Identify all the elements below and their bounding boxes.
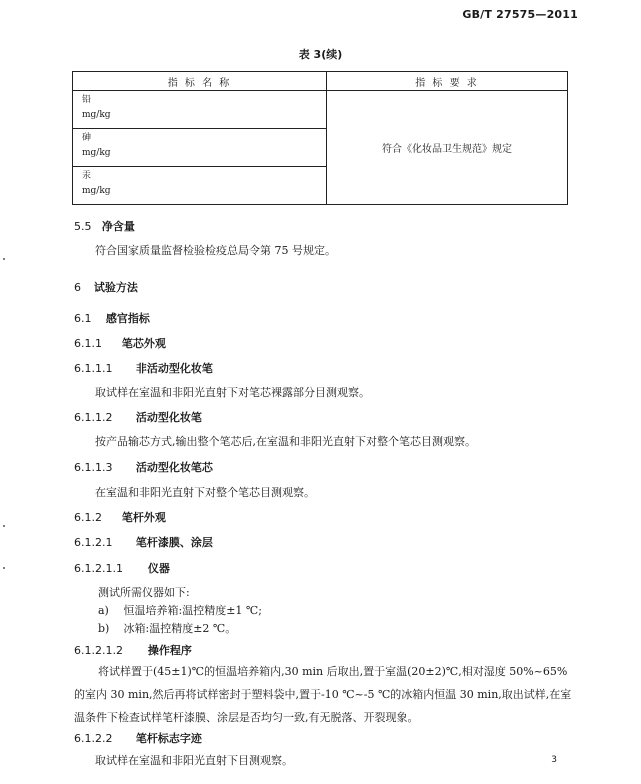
section-title: 笔芯外观 — [121, 337, 166, 350]
indicator-cell-mercury — [73, 167, 327, 205]
section-heading-6-1-2-1-2 — [74, 642, 641, 658]
section-title: 笔杆标志字迹 — [135, 732, 202, 745]
list-item — [98, 620, 641, 636]
column-header-requirement: 指 标 要 求 — [327, 72, 568, 91]
section-heading-6-1-2-1 — [74, 534, 641, 550]
list-item — [98, 602, 641, 618]
body-text: 取试样在室温和非阳光直射下对笔芯裸露部分目测观察。 — [95, 386, 370, 399]
body-text: 在室温和非阳光直射下对整个笔芯目测观察。 — [95, 486, 315, 499]
list-marker: b) — [98, 622, 110, 635]
scan-mark — [3, 567, 5, 569]
section-heading-6-1-1-3 — [74, 459, 641, 475]
section-title: 仪器 — [147, 562, 170, 575]
list-text: 冰箱:温控精度±2 ℃。 — [123, 622, 237, 635]
section-number: 6.1.2.2 — [74, 732, 113, 745]
column-header-name: 指 标 名 称 — [73, 72, 327, 91]
section-heading-6-1-1-1 — [74, 360, 641, 376]
section-heading-6 — [74, 279, 641, 295]
table-row — [73, 91, 568, 129]
section-heading-6-1-1-2 — [74, 409, 641, 425]
body-text: 取试样在室温和非阳光直射下目测观察。 — [95, 754, 293, 767]
section-title: 活动型化妆笔芯 — [135, 461, 213, 474]
requirements-table — [72, 71, 568, 205]
table-header-row — [73, 72, 568, 91]
section-number: 6.1.2 — [74, 511, 102, 524]
section-number: 6.1.2.1 — [74, 536, 113, 549]
section-number: 5.5 — [74, 220, 92, 233]
section-number: 6.1.1.3 — [74, 461, 113, 474]
section-heading-6-1 — [74, 310, 641, 326]
scan-mark — [3, 525, 5, 527]
section-title: 笔杆外观 — [121, 511, 166, 524]
indicator-unit: mg/kg — [82, 186, 111, 196]
section-heading-5-5 — [74, 218, 641, 234]
requirement-cell: 符合《化妆品卫生规范》规定 — [327, 91, 568, 205]
section-title: 净含量 — [101, 220, 135, 233]
list-marker: a) — [98, 604, 109, 617]
section-number: 6 — [74, 281, 81, 294]
section-heading-6-1-2-2 — [74, 730, 641, 746]
indicator-name: 砷 — [82, 133, 92, 143]
section-title: 笔杆漆膜、涂层 — [135, 536, 213, 549]
body-paragraph: 将试样置于(45±1)℃的恒温培养箱内,30 min 后取出,置于室温(20±2)℃,相对湿度 50%~65%的室内 30 min,然后再将试样密封于塑料袋中,置于-10 ℃~-5 ℃的冰箱内恒温 30 min,取出试样,在室温条件下检查试样笔杆漆膜、涂层是否均匀一致,有无脱落、开裂现象。 — [74, 665, 572, 724]
indicator-unit: mg/kg — [82, 148, 111, 158]
section-title: 非活动型化妆笔 — [135, 362, 213, 375]
scan-mark — [3, 258, 5, 260]
indicator-cell-arsenic — [73, 129, 327, 167]
section-title: 试验方法 — [93, 281, 138, 294]
section-number: 6.1.2.1.2 — [74, 644, 123, 657]
section-heading-6-1-2-1-1 — [74, 560, 641, 576]
indicator-name: 铅 — [82, 95, 92, 105]
section-number: 6.1.2.1.1 — [74, 562, 123, 575]
table-caption: 表 3(续) — [298, 48, 343, 61]
body-text: 测试所需仪器如下: — [98, 586, 190, 599]
indicator-unit: mg/kg — [82, 110, 111, 120]
section-title: 操作程序 — [147, 644, 192, 657]
list-text: 恒温培养箱:温控精度±1 ℃; — [123, 604, 262, 617]
page-number: 3 — [551, 755, 557, 765]
section-number: 6.1 — [74, 312, 92, 325]
body-text: 符合国家质量监督检验检疫总局令第 75 号规定。 — [95, 244, 336, 257]
section-heading-6-1-1 — [74, 335, 641, 351]
body-text: 按产品输芯方式,输出整个笔芯后,在室温和非阳光直射下对整个笔芯目测观察。 — [95, 435, 476, 448]
indicator-name: 汞 — [82, 171, 92, 181]
section-heading-6-1-2 — [74, 509, 641, 525]
section-title: 感官指标 — [105, 312, 150, 325]
indicator-cell-lead — [73, 91, 327, 129]
section-number: 6.1.1 — [74, 337, 102, 350]
section-title: 活动型化妆笔 — [135, 411, 202, 424]
section-number: 6.1.1.2 — [74, 411, 113, 424]
section-number: 6.1.1.1 — [74, 362, 113, 375]
standard-number: GB/T 27575—2011 — [462, 8, 578, 21]
